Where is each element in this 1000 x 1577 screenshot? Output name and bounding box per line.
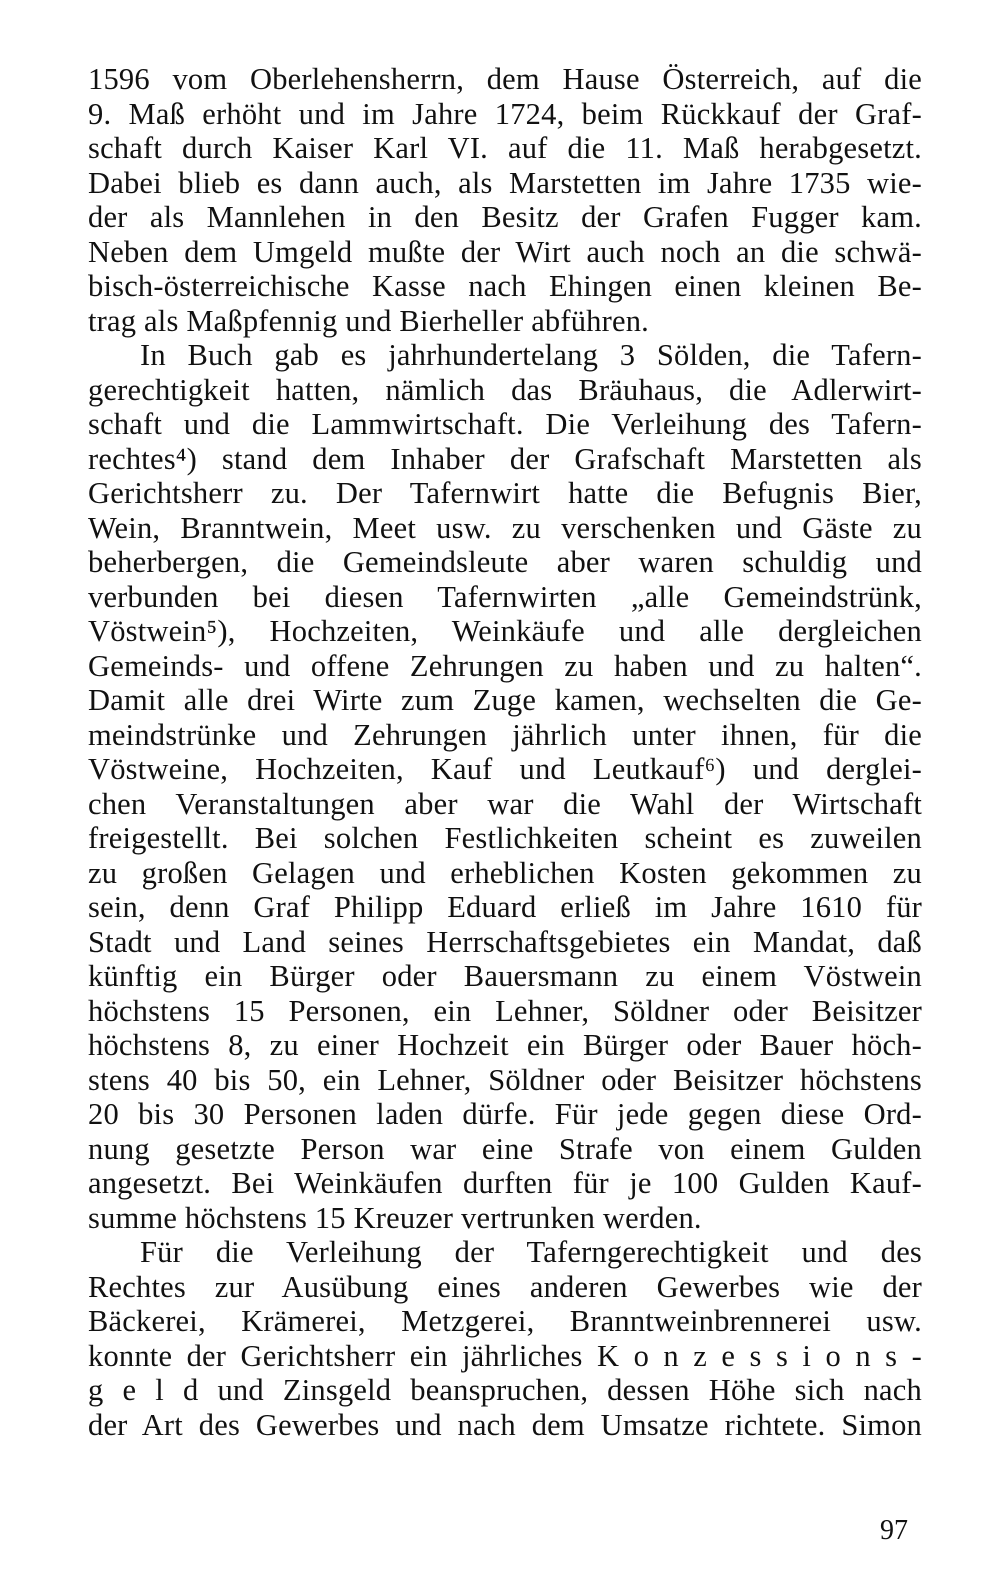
- text-line: stens 40 bis 50, ein Lehner, Söldner oder Beisitzer höchstens: [88, 1062, 922, 1097]
- text-line: Vöstwein⁵), Hochzeiten, Weinkäufe und alle dergleichen: [88, 614, 922, 648]
- text-line: angesetzt. Bei Weinkäufen durften für je 100 Gulden Kauf-: [88, 1166, 922, 1200]
- text-line: Bäckerei, Krämerei, Metzgerei, Branntweinbrennerei usw.: [88, 1304, 922, 1338]
- paragraph-2: [88, 338, 922, 1235]
- text-line: Für die Verleihung der Taferngerechtigkeit und des: [140, 1235, 922, 1269]
- text-line: schaft und die Lammwirtschaft. Die Verleihung des Tafern-: [88, 407, 922, 441]
- text-line: gerechtigkeit hatten, nämlich das Bräuhaus, die Adlerwirt-: [88, 372, 922, 407]
- text-line: Rechtes zur Ausübung eines anderen Gewerbes wie der: [88, 1269, 922, 1304]
- text-line: Vöstweine, Hochzeiten, Kauf und Leutkauf⁶) und derglei-: [88, 752, 922, 786]
- text-line: chen Veranstaltungen aber war die Wahl der Wirtschaft: [88, 786, 922, 821]
- text-line: sein, denn Graf Philipp Eduard erließ im Jahre 1610 für: [88, 890, 922, 924]
- text-line: freigestellt. Bei solchen Festlichkeiten scheint es zuweilen: [88, 821, 922, 855]
- text-line: rechtes⁴) stand dem Inhaber der Grafschaft Marstetten als: [88, 441, 922, 476]
- paragraph-1: [88, 62, 922, 338]
- text-line: der Art des Gewerbes und nach dem Umsatze richtete. Simon: [88, 1407, 922, 1442]
- text-line: bisch-österreichische Kasse nach Ehingen einen kleinen Be-: [88, 269, 922, 303]
- text-line: Neben dem Umgeld mußte der Wirt auch noch an die schwä-: [88, 234, 922, 269]
- text-line: Stadt und Land seines Herrschaftsgebietes ein Mandat, daß: [88, 924, 922, 959]
- text-line: verbunden bei diesen Tafernwirten „alle Gemeindstrünk,: [88, 579, 922, 614]
- text-line: künftig ein Bürger oder Bauersmann zu einem Vöstwein: [88, 959, 922, 993]
- text-line: 1596 vom Oberlehensherrn, dem Hause Österreich, auf die: [88, 62, 922, 96]
- text-line: höchstens 8, zu einer Hochzeit ein Bürger oder Bauer höch-: [88, 1028, 922, 1062]
- text-line: trag als Maßpfennig und Bierheller abführen.: [88, 303, 650, 338]
- text-line: Gemeinds- und offene Zehrungen zu haben und zu halten“.: [88, 648, 922, 683]
- text-line: g e l d und Zinsgeld beanspruchen, dessen Höhe sich nach: [88, 1373, 922, 1407]
- text-line: konnte der Gerichtsherr ein jährliches K o n z e s s i o n s -: [88, 1338, 922, 1373]
- paragraph-3: [88, 1235, 922, 1442]
- text-line: der als Mannlehen in den Besitz der Grafen Fugger kam.: [88, 200, 922, 234]
- text-line: Dabei blieb es dann auch, als Marstetten im Jahre 1735 wie-: [88, 165, 922, 200]
- text-line: nung gesetzte Person war eine Strafe von einem Gulden: [88, 1131, 922, 1166]
- text-line: schaft durch Kaiser Karl VI. auf die 11. Maß herabgesetzt.: [88, 131, 922, 165]
- text-line: summe höchstens 15 Kreuzer vertrunken werden.: [88, 1200, 702, 1235]
- text-line: beherbergen, die Gemeindsleute aber waren schuldig und: [88, 545, 922, 579]
- text-line: 9. Maß erhöht und im Jahre 1724, beim Rückkauf der Graf-: [88, 96, 922, 131]
- text-line: höchstens 15 Personen, ein Lehner, Söldner oder Beisitzer: [88, 993, 922, 1028]
- page-number: 97: [880, 1515, 908, 1546]
- text-line: In Buch gab es jahrhundertelang 3 Sölden, die Tafern-: [140, 338, 922, 372]
- text-line: Gerichtsherr zu. Der Tafernwirt hatte die Befugnis Bier,: [88, 476, 922, 510]
- text-line: zu großen Gelagen und erheblichen Kosten gekommen zu: [88, 855, 922, 890]
- text-line: Damit alle drei Wirte zum Zuge kamen, wechselten die Ge-: [88, 683, 922, 717]
- text-line: meindstrünke und Zehrungen jährlich unter ihnen, für die: [88, 717, 922, 752]
- text-line: Wein, Branntwein, Meet usw. zu verschenken und Gäste zu: [88, 510, 922, 545]
- body-text: [88, 62, 922, 1442]
- text-line: 20 bis 30 Personen laden dürfe. Für jede gegen diese Ord-: [88, 1097, 922, 1131]
